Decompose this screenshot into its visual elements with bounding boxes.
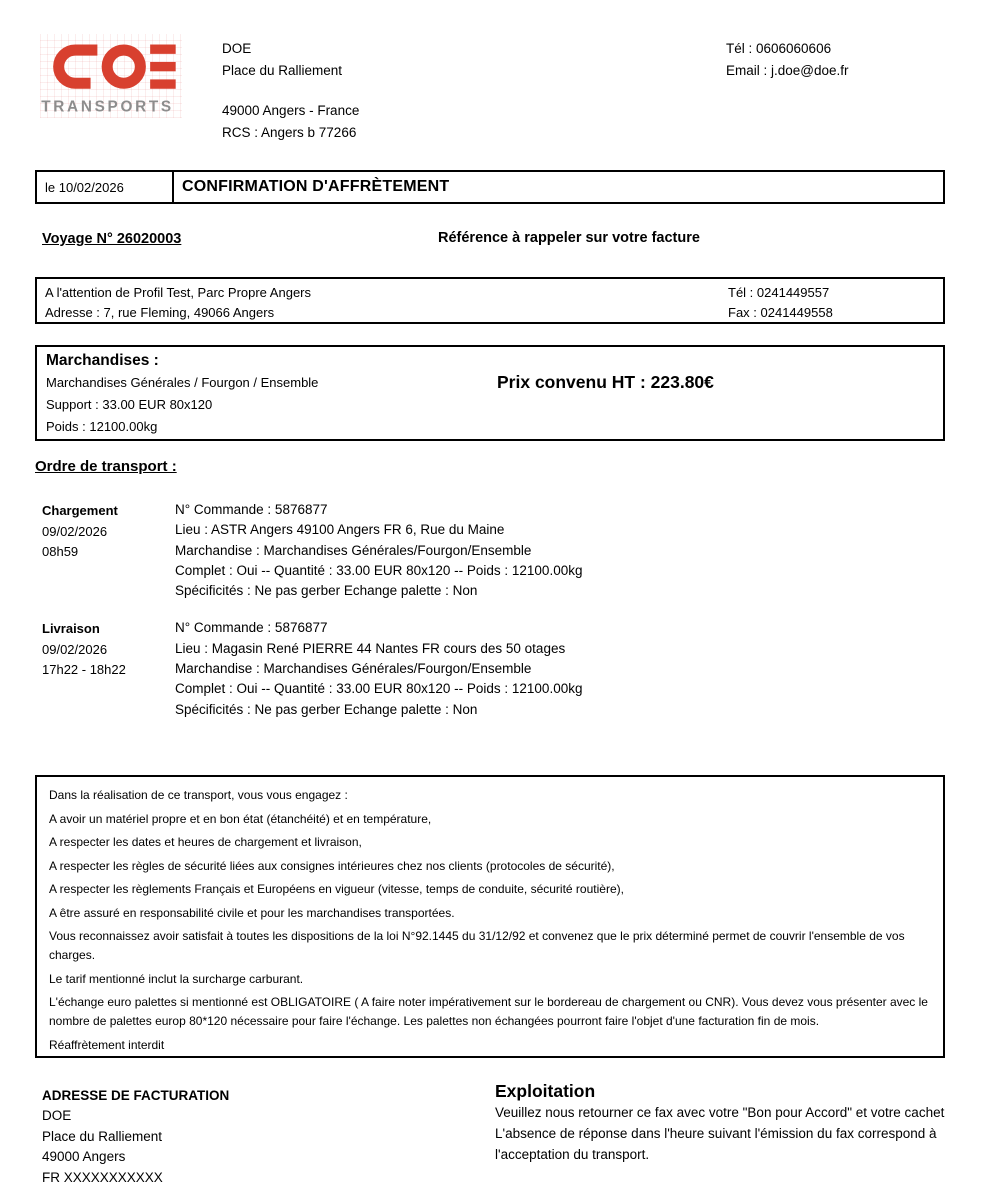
footer bbox=[42, 1080, 945, 1189]
document-date: le 10/02/2026 bbox=[37, 172, 174, 202]
terms-paragraph: Vous reconnaissez avoir satisfait à toutes les dispositions de la loi N°92.1445 du 31/12/92 et convenez que le prix déterminé permet de couvrir l'ensemble de vos charges. bbox=[49, 929, 905, 962]
transport-order-heading: Ordre de transport : bbox=[35, 458, 177, 475]
billing-city: 49000 Angers bbox=[42, 1149, 126, 1165]
voyage-row bbox=[42, 230, 945, 252]
stop-location: Lieu : ASTR Angers 49100 Angers FR 6, Rue du Maine bbox=[175, 522, 505, 538]
terms-paragraph: Le tarif mentionné inclut la surcharge carburant. bbox=[49, 971, 304, 986]
goods-support: Support : 33.00 EUR 80x120 bbox=[46, 397, 213, 412]
billing-address-heading: ADRESSE DE FACTURATION bbox=[42, 1088, 230, 1103]
recipient-attention-line: A l'attention de Profil Test, Parc Propre Angers bbox=[45, 285, 311, 300]
stop-quantity: Complet : Oui -- Quantité : 33.00 EUR 80x120 -- Poids : 12100.00kg bbox=[175, 562, 583, 578]
delivery-stop bbox=[42, 618, 945, 719]
header-contact-block bbox=[726, 38, 849, 82]
recipient-box bbox=[35, 277, 945, 324]
exploitation-acceptance-note: L'absence de réponse dans l'heure suivant l'émission du fax correspond à l'acceptation du transport. bbox=[495, 1126, 937, 1162]
stop-specificities: Spécificités : Ne pas gerber Echange palette : Non bbox=[175, 583, 478, 599]
recipient-fax: Fax : 0241449558 bbox=[728, 305, 833, 320]
stop-time: 08h59 bbox=[42, 544, 79, 559]
billing-vat-number: FR XXXXXXXXXXX bbox=[42, 1170, 163, 1186]
terms-paragraph: A respecter les règlements Français et Européens en vigueur (vitesse, temps de conduite, sécurité routière), bbox=[49, 882, 624, 896]
stop-type-label: Livraison bbox=[42, 621, 100, 637]
recipient-address-line: Adresse : 7, rue Fleming, 49066 Angers bbox=[45, 305, 275, 320]
document-title: CONFIRMATION D'AFFRÈTEMENT bbox=[182, 178, 450, 195]
stop-specificities: Spécificités : Ne pas gerber Echange palette : Non bbox=[175, 701, 478, 717]
logo-subtitle: TRANSPORTS bbox=[41, 98, 174, 116]
loading-stop bbox=[42, 500, 945, 601]
stop-time: 17h22 - 18h22 bbox=[42, 662, 126, 678]
billing-name: DOE bbox=[42, 1108, 72, 1123]
terms-and-conditions-box bbox=[35, 775, 945, 1058]
terms-paragraph: Dans la réalisation de ce transport, vous vous engagez : bbox=[49, 788, 348, 802]
stop-quantity: Complet : Oui -- Quantité : 33.00 EUR 80x120 -- Poids : 12100.00kg bbox=[175, 681, 583, 697]
title-bar bbox=[35, 170, 945, 204]
exploitation-return-note: Veuillez nous retourner ce fax avec votre "Bon pour Accord" et votre cachet bbox=[495, 1105, 945, 1120]
company-city: 49000 Angers - France bbox=[222, 103, 360, 118]
company-address-block bbox=[222, 38, 359, 144]
goods-box bbox=[35, 345, 945, 441]
stop-date: 09/02/2026 bbox=[42, 641, 108, 657]
stop-location: Lieu : Magasin René PIERRE 44 Nantes FR cours des 50 otages bbox=[175, 640, 566, 656]
stop-type-label: Chargement bbox=[42, 503, 118, 518]
delivery-stop-details bbox=[175, 618, 945, 719]
terms-paragraph: A être assuré en responsabilité civile et pour les marchandises transportées. bbox=[49, 905, 455, 920]
exploitation-heading: Exploitation bbox=[495, 1081, 596, 1101]
stop-date: 09/02/2026 bbox=[42, 523, 108, 539]
terms-paragraph: A avoir un matériel propre et en bon état (étanchéité) et en température, bbox=[49, 811, 432, 826]
goods-weight: Poids : 12100.00kg bbox=[46, 419, 158, 434]
transport-order-section bbox=[35, 452, 945, 720]
company-street: Place du Ralliement bbox=[222, 63, 343, 78]
goods-heading: Marchandises : bbox=[46, 352, 159, 369]
recipient-phone: Tél : 0241449557 bbox=[728, 285, 830, 300]
recipient-contact-block bbox=[728, 283, 833, 323]
stop-order-number: N° Commande : 5876877 bbox=[175, 502, 328, 517]
company-name: DOE bbox=[222, 41, 252, 56]
exploitation-block bbox=[495, 1080, 945, 1189]
stops-list bbox=[35, 500, 945, 720]
voyage-number: Voyage N° 26020003 bbox=[42, 231, 182, 247]
company-logo bbox=[40, 34, 182, 118]
terms-paragraph: A respecter les dates et heures de chargement et livraison, bbox=[49, 835, 362, 849]
header-email: Email : j.doe@doe.fr bbox=[726, 63, 849, 78]
loading-stop-details bbox=[175, 500, 945, 601]
billing-address-block bbox=[42, 1080, 495, 1189]
loading-stop-meta bbox=[42, 500, 175, 601]
header-phone: Tél : 0606060606 bbox=[726, 41, 832, 56]
stop-goods: Marchandise : Marchandises Générales/Fourgon/Ensemble bbox=[175, 542, 532, 558]
stop-order-number: N° Commande : 5876877 bbox=[175, 620, 328, 636]
terms-paragraph: A respecter les règles de sécurité liées aux consignes intérieures chez nos clients (protocoles de sécurité), bbox=[49, 858, 615, 873]
terms-paragraph: L'échange euro palettes si mentionné est OBLIGATOIRE ( A faire noter impérativement sur le bordereau de chargement ou CNR). Vous devez vous présenter avec le nombre de palettes europ 80*120 nécessaire pour faire l'échange. Les palettes non échangées pourront faire l'objet d'une facturation fin de mois. bbox=[49, 995, 928, 1028]
agreed-price: Prix convenu HT : 223.80€ bbox=[497, 372, 714, 392]
spacer bbox=[222, 82, 359, 100]
delivery-stop-meta bbox=[42, 618, 175, 719]
goods-type: Marchandises Générales / Fourgon / Ensemble bbox=[46, 375, 319, 390]
stop-goods: Marchandise : Marchandises Générales/Fourgon/Ensemble bbox=[175, 661, 532, 677]
billing-street: Place du Ralliement bbox=[42, 1128, 163, 1144]
invoice-reference-note: Référence à rappeler sur votre facture bbox=[438, 230, 700, 246]
doe-logo-icon bbox=[40, 36, 182, 116]
company-rcs: RCS : Angers b 77266 bbox=[222, 125, 357, 140]
terms-paragraph: Réaffrètement interdit bbox=[49, 1037, 165, 1052]
